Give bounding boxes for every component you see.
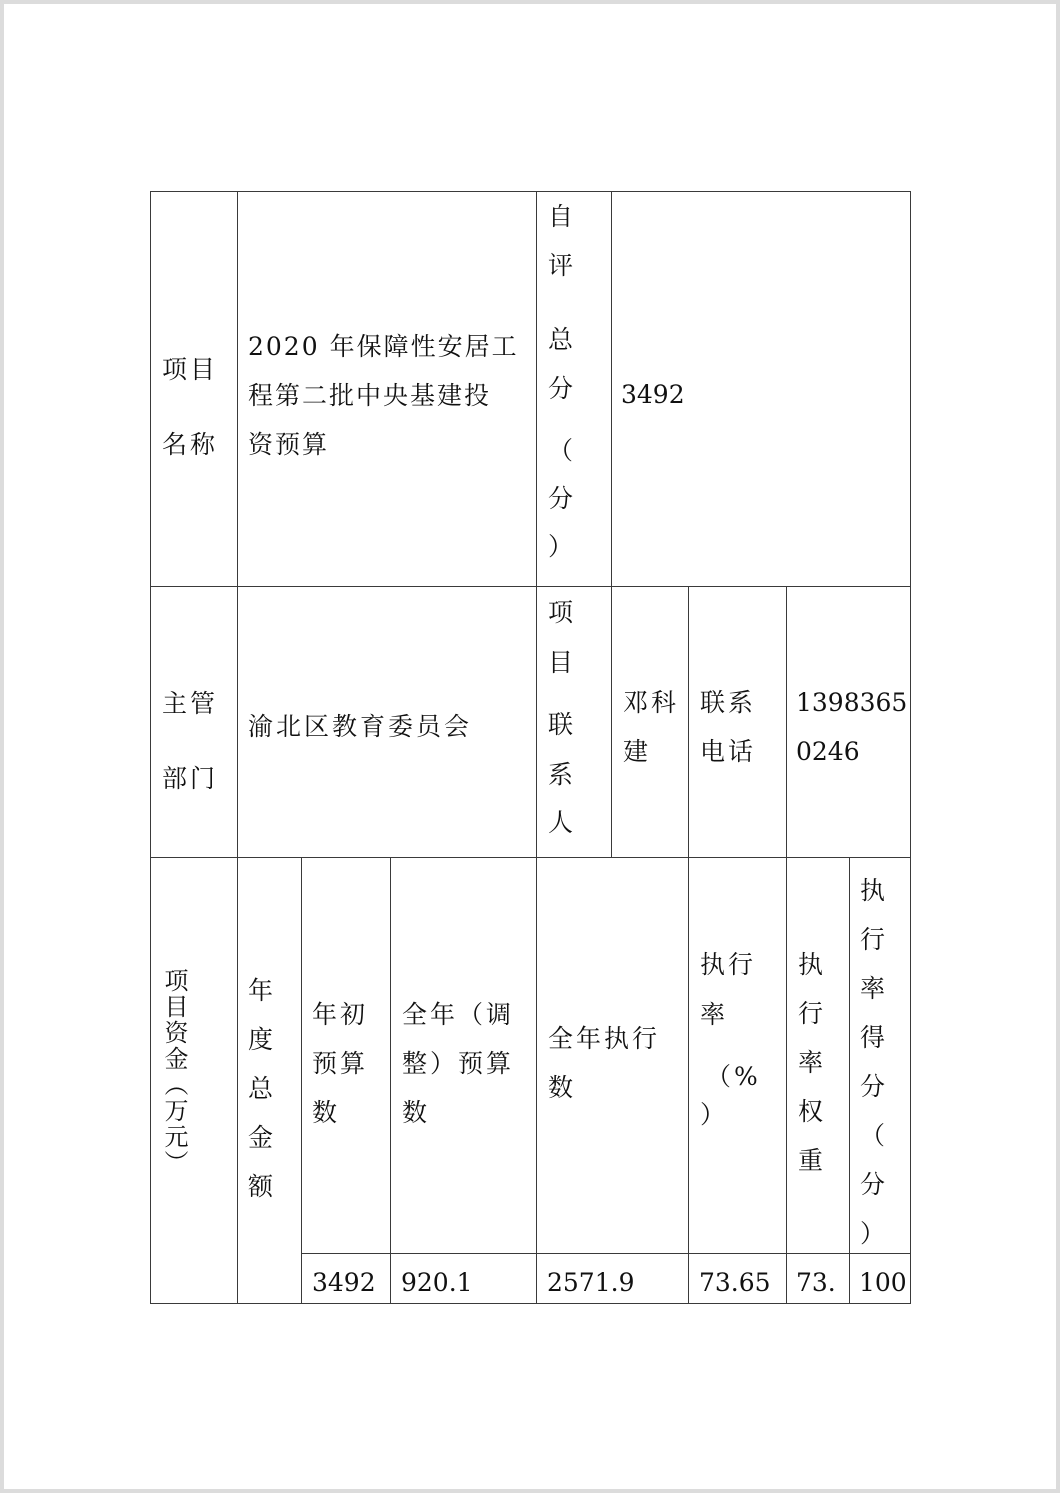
text-line: 数 bbox=[402, 1098, 431, 1127]
text-line: 整）预算 bbox=[402, 1049, 515, 1078]
char: 分 bbox=[860, 1170, 886, 1199]
rate-score-header bbox=[860, 866, 885, 1258]
char: 自 bbox=[548, 202, 574, 231]
executed-value: 2571.9 bbox=[547, 1268, 635, 1297]
execution-rate-header bbox=[700, 952, 761, 1127]
text-line: 建 bbox=[623, 737, 652, 766]
label-line: 部门 bbox=[162, 764, 219, 793]
text-line: ） bbox=[700, 1100, 729, 1129]
char: 年 bbox=[248, 976, 274, 1005]
adjusted-budget-value: 920.1 bbox=[401, 1268, 473, 1297]
table-border-right bbox=[910, 191, 911, 1304]
text-line: 预算 bbox=[312, 1049, 369, 1078]
text-line: 数 bbox=[548, 1073, 577, 1102]
department-label bbox=[162, 666, 218, 816]
self-score-value: 3492 bbox=[621, 380, 685, 409]
table-divider-col3 bbox=[611, 191, 612, 857]
text-line: 全年执行 bbox=[548, 1024, 661, 1053]
table-divider-col-initial bbox=[390, 857, 391, 1304]
rate-score-value: 100 bbox=[859, 1268, 907, 1297]
text-line: 全年（调 bbox=[402, 1000, 515, 1029]
execution-rate-value: 73.65 bbox=[699, 1268, 771, 1297]
project-name-value bbox=[248, 322, 519, 469]
table-divider-row1 bbox=[150, 586, 911, 587]
char: 人 bbox=[548, 808, 574, 837]
table-divider-col-weight bbox=[786, 586, 787, 1304]
table-divider-row3 bbox=[301, 1253, 911, 1254]
rate-weight-value: 73. bbox=[796, 1268, 836, 1297]
text-line: 执行 bbox=[700, 950, 757, 979]
char: 金 bbox=[248, 1123, 274, 1152]
char: 行 bbox=[798, 999, 824, 1028]
text-line: 率 bbox=[700, 1000, 729, 1029]
char: 率 bbox=[798, 1048, 824, 1077]
text-line: 2020 年保障性安居工 bbox=[248, 332, 519, 361]
char: 分 bbox=[860, 1072, 886, 1101]
char: 率 bbox=[860, 974, 886, 1003]
document-page bbox=[4, 4, 1056, 1489]
table-divider-col2 bbox=[536, 191, 537, 1304]
table-divider-row2 bbox=[150, 857, 911, 858]
table-divider-col-rate bbox=[688, 586, 689, 1304]
text-line: 年初 bbox=[312, 1000, 369, 1029]
label-line: 电话 bbox=[700, 737, 757, 766]
label-line: 项目 bbox=[162, 355, 219, 384]
char: 总 bbox=[248, 1074, 274, 1103]
char: （ bbox=[548, 436, 574, 465]
text-line: 邓科 bbox=[623, 688, 680, 717]
text-line: （% bbox=[706, 1062, 761, 1091]
char: 行 bbox=[860, 925, 886, 954]
text-line: 0246 bbox=[796, 737, 860, 766]
char: 额 bbox=[248, 1172, 274, 1201]
char: ） bbox=[548, 532, 574, 561]
char: 项 bbox=[548, 598, 574, 627]
table-divider-col-score bbox=[849, 857, 850, 1304]
initial-budget-value: 3492 bbox=[312, 1268, 376, 1297]
char: 执 bbox=[798, 950, 824, 979]
executed-header bbox=[548, 1014, 660, 1112]
label-line: 名称 bbox=[162, 430, 219, 459]
label-line: 主管 bbox=[162, 689, 219, 718]
phone-label bbox=[700, 678, 756, 776]
table-divider-col1 bbox=[237, 191, 238, 1304]
annual-total-header bbox=[248, 966, 273, 1211]
char: 权 bbox=[798, 1097, 824, 1126]
char: 联 bbox=[548, 710, 574, 739]
initial-budget-header bbox=[312, 990, 368, 1137]
text-line: 程第二批中央基建投 bbox=[248, 381, 492, 410]
char: 分 bbox=[548, 374, 574, 403]
phone-value bbox=[796, 678, 907, 776]
table-border-left bbox=[150, 191, 151, 1304]
char: ） bbox=[860, 1219, 886, 1248]
char: （ bbox=[860, 1121, 886, 1150]
department-value: 渝北区教育委员会 bbox=[248, 712, 473, 741]
text-line: 1398365 bbox=[796, 688, 908, 717]
project-funds-label: 项目资金（万元） bbox=[160, 968, 188, 1176]
adjusted-budget-header bbox=[402, 990, 514, 1137]
project-name-label bbox=[162, 332, 218, 482]
contact-person-value bbox=[623, 678, 679, 776]
text-line: 资预算 bbox=[248, 430, 330, 459]
table-border-top bbox=[150, 191, 911, 192]
char: 得 bbox=[860, 1023, 886, 1052]
rate-weight-header bbox=[798, 940, 823, 1185]
label-line: 联系 bbox=[700, 688, 757, 717]
char: 分 bbox=[548, 484, 574, 513]
self-score-label bbox=[548, 204, 573, 559]
table-divider-col-total bbox=[301, 857, 302, 1304]
char: 总 bbox=[548, 325, 574, 354]
char: 执 bbox=[860, 876, 886, 905]
char: 评 bbox=[548, 251, 574, 280]
text-line: 数 bbox=[312, 1098, 341, 1127]
contact-person-label bbox=[548, 600, 573, 835]
char: 重 bbox=[798, 1146, 824, 1175]
char: 度 bbox=[248, 1025, 274, 1054]
char: 目 bbox=[548, 648, 574, 677]
char: 系 bbox=[548, 760, 574, 789]
